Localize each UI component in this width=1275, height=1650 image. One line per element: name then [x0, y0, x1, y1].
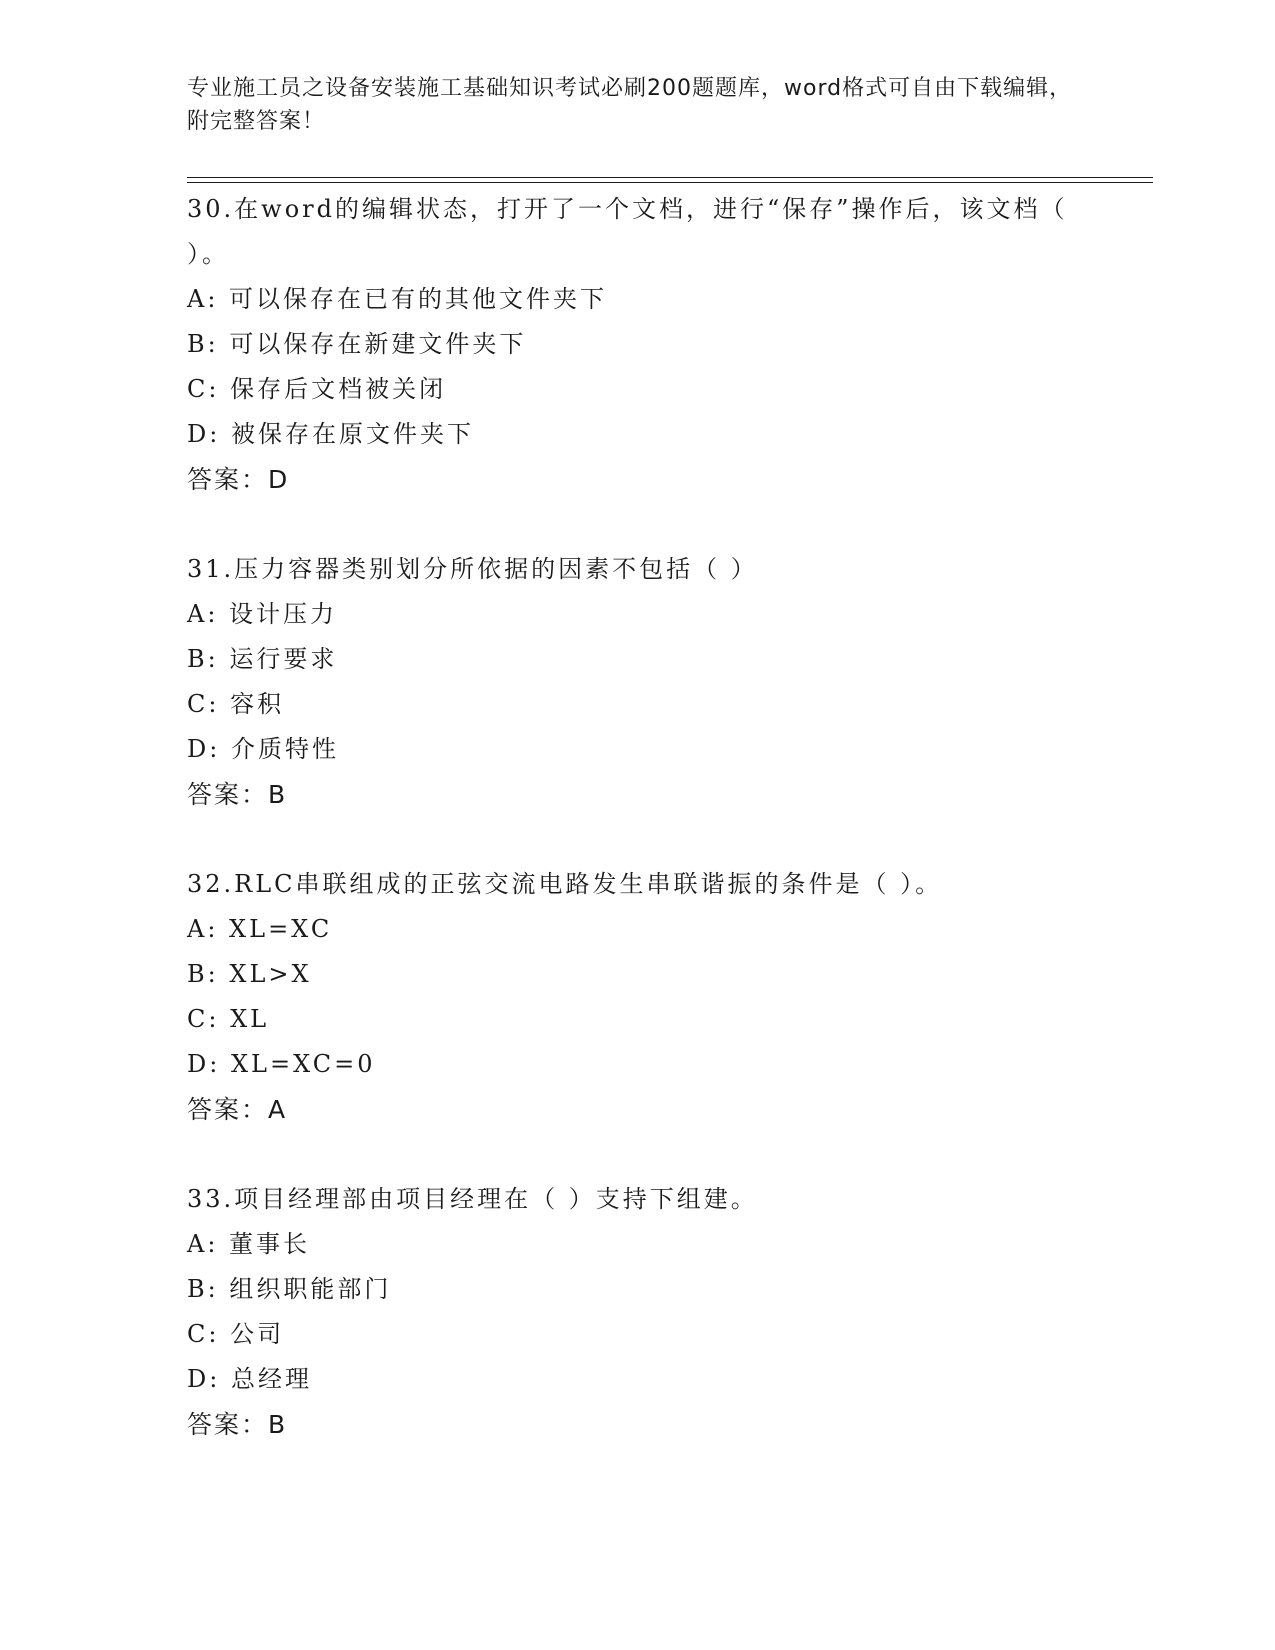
question-30: [187, 187, 1087, 502]
answer-label: 答案：B: [187, 780, 288, 809]
option-c: C: 保存后文档被关闭: [187, 375, 447, 403]
document-header: 专业施工员之设备安装施工基础知识考试必刷200题题库，word格式可自由下载编辑，附完整答案！: [187, 76, 1073, 134]
option-a: A: 设计压力: [187, 600, 338, 628]
option-b: B: 可以保存在新建文件夹下: [187, 330, 527, 358]
option-a: A: XL=XC: [187, 915, 333, 943]
answer-label: 答案：A: [187, 1095, 288, 1124]
option-c: C: 容积: [187, 690, 285, 718]
question-31: [187, 547, 1087, 817]
question-text: 31.压力容器类别划分所依据的因素不包括（ ）: [187, 555, 758, 583]
answer-label: 答案：D: [187, 465, 290, 494]
option-c: C: XL: [187, 1005, 270, 1033]
question-32: [187, 862, 1087, 1132]
answer-label: 答案：B: [187, 1410, 288, 1439]
option-c: C: 公司: [187, 1320, 285, 1348]
question-text: 32.RLC串联组成的正弦交流电路发生串联谐振的条件是（ ）。: [187, 870, 943, 898]
header-divider-bottom: [187, 182, 1153, 183]
option-a: A: 可以保存在已有的其他文件夹下: [187, 285, 608, 313]
option-d: D: XL=XC=0: [187, 1050, 376, 1078]
question-text: 33.项目经理部由项目经理在（ ）支持下组建。: [187, 1185, 758, 1213]
option-d: D: 被保存在原文件夹下: [187, 420, 474, 448]
option-b: B: XL>X: [187, 960, 312, 988]
option-b: B: 组织职能部门: [187, 1275, 392, 1303]
question-33: [187, 1177, 1087, 1447]
option-d: D: 介质特性: [187, 735, 339, 763]
option-a: A: 董事长: [187, 1230, 311, 1258]
option-d: D: 总经理: [187, 1365, 312, 1393]
question-text: 30.在word的编辑状态，打开了一个文档，进行“保存”操作后，该文档（ ）。: [187, 195, 1079, 268]
option-b: B: 运行要求: [187, 645, 338, 673]
header-divider-top: [187, 177, 1153, 178]
